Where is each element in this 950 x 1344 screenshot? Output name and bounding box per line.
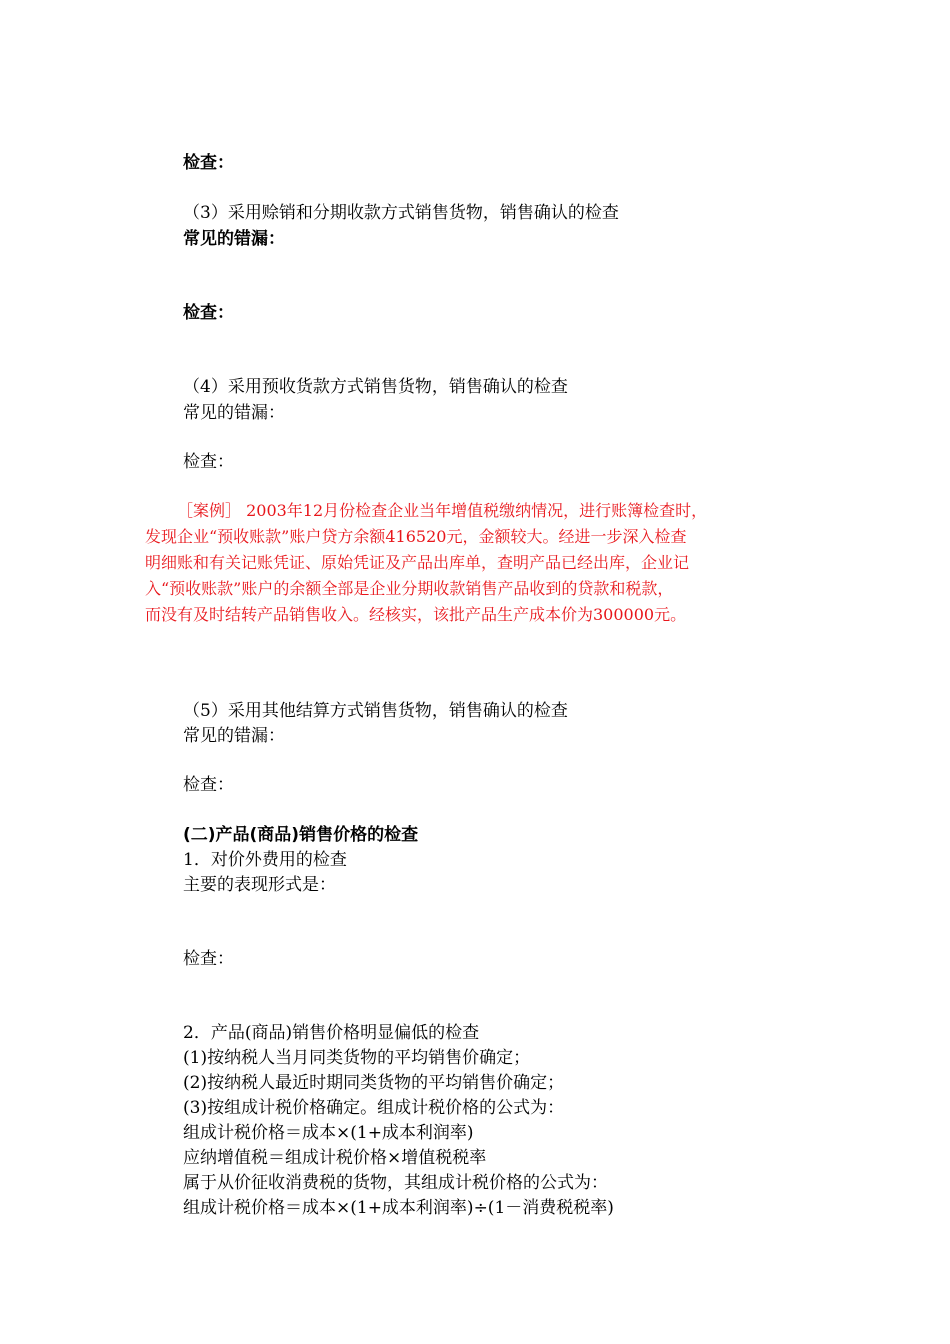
check-label: 检查：	[183, 452, 234, 472]
list-item: (1)按纳税人当月同类货物的平均销售价确定；	[183, 1048, 531, 1068]
list-item: (3)按组成计税价格确定。组成计税价格的公式为：	[183, 1098, 565, 1118]
check-label: 检查：	[183, 153, 234, 173]
list-item: (2)按纳税人最近时期同类货物的平均销售价确定；	[183, 1073, 565, 1093]
case-paragraph	[145, 498, 815, 628]
paragraph: 属于从价征收消费税的货物，其组成计税价格的公式为：	[183, 1173, 608, 1193]
check-label: 检查：	[183, 775, 234, 795]
case-line: 入“预收账款”账户的余额全部是企业分期收款销售产品收到的贷款和税款，	[145, 579, 674, 598]
section-heading-5: （5）采用其他结算方式销售货物，销售确认的检查	[183, 701, 568, 721]
check-label: 检查：	[183, 303, 234, 323]
case-line: 明细账和有关记账凭证、原始凭证及产品出库单，查明产品已经出库，企业记	[145, 553, 690, 572]
common-errors-label: 常见的错漏：	[183, 229, 285, 249]
section-heading-price: (二)产品(商品)销售价格的检查	[183, 825, 419, 845]
case-line: ［案例］ 2003年12月份检查企业当年增值税缴纳情况，进行账簿检查时，	[177, 501, 708, 520]
formula: 组成计税价格＝成本×(1+成本利润率)÷(1－消费税税率)	[183, 1198, 614, 1218]
case-line: 发现企业“预收账款”账户贷方余额416520元，金额较大。经进一步深入检查	[145, 527, 687, 546]
common-errors-label: 常见的错漏：	[183, 726, 285, 746]
subsection-heading: 2．产品(商品)销售价格明显偏低的检查	[183, 1023, 480, 1043]
section-heading-4: （4）采用预收货款方式销售货物，销售确认的检查	[183, 377, 568, 397]
formula: 组成计税价格＝成本×(1+成本利润率)	[183, 1123, 474, 1143]
subsection-heading: 1．对价外费用的检查	[183, 850, 347, 870]
section-heading-3: （3）采用赊销和分期收款方式销售货物，销售确认的检查	[183, 203, 619, 223]
case-line: 而没有及时结转产品销售收入。经核实，该批产品生产成本价为300000元。	[145, 605, 687, 624]
formula: 应纳增值税＝组成计税价格×增值税税率	[183, 1148, 487, 1168]
forms-label: 主要的表现形式是：	[183, 875, 336, 895]
common-errors-label: 常见的错漏：	[183, 403, 285, 423]
check-label: 检查：	[183, 949, 234, 969]
